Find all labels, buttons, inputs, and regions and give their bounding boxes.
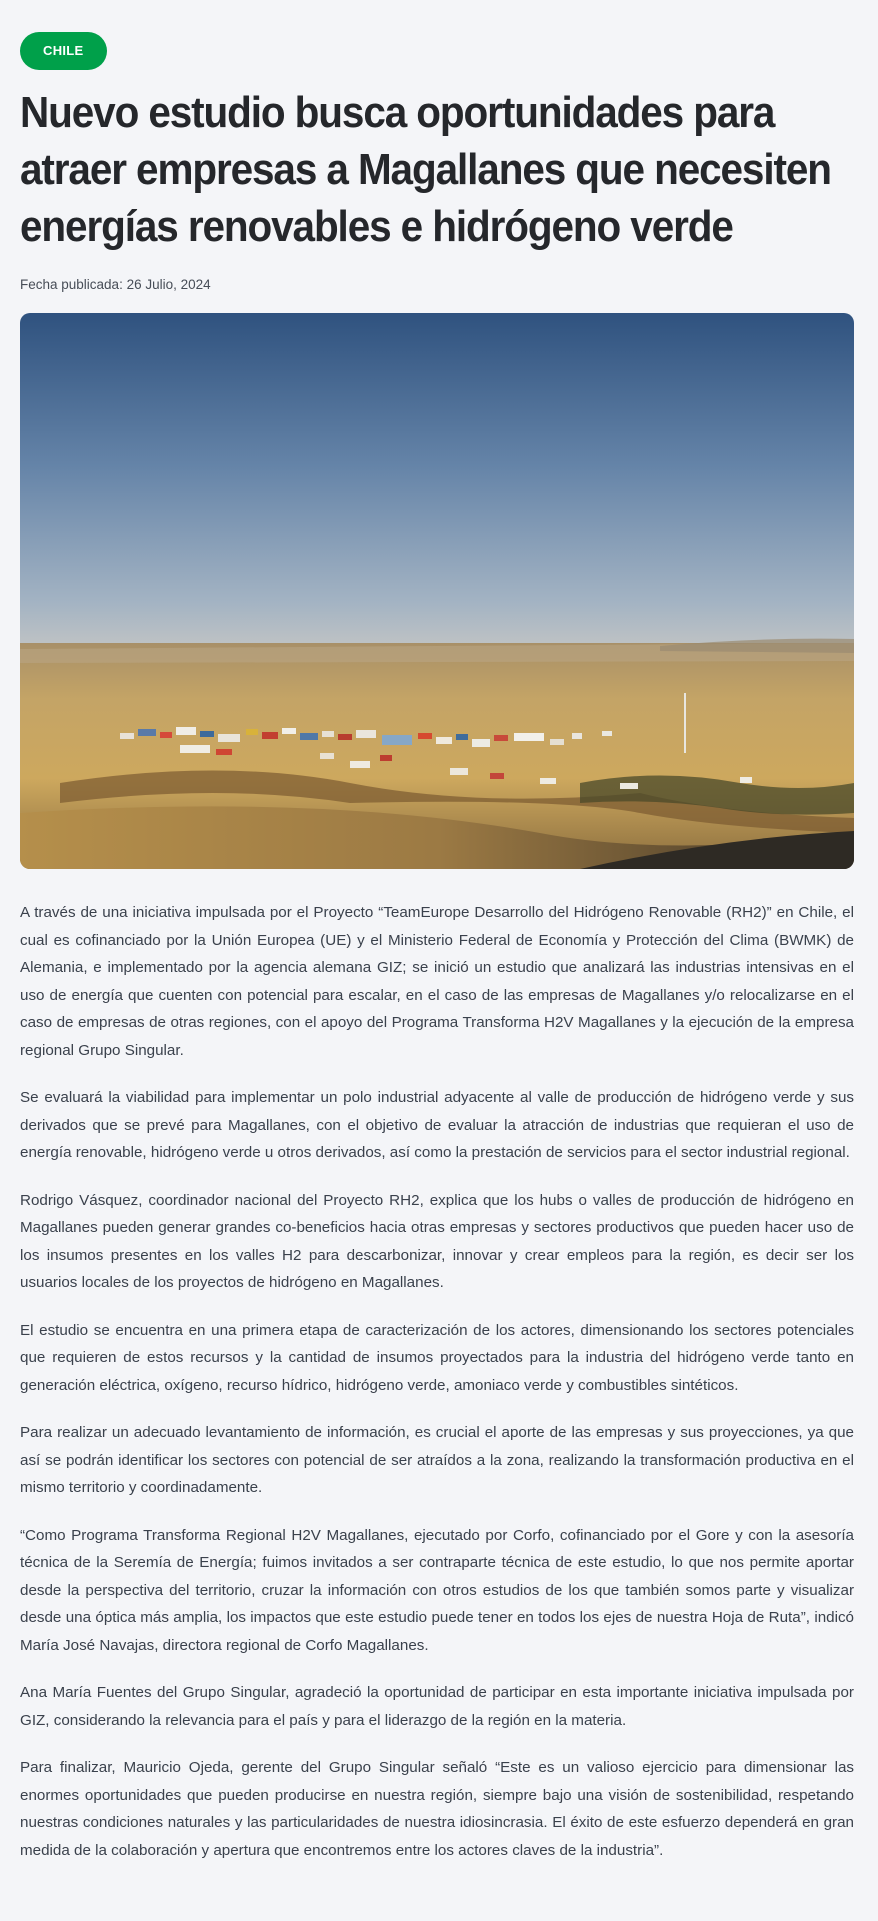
landscape-photo [20, 313, 854, 869]
publish-date: Fecha publicada: 26 Julio, 2024 [20, 277, 211, 292]
article-paragraph: Se evaluará la viabilidad para implementar un polo industrial adyacente al valle de producción de hidrógeno verde y sus derivados que se prevé para Magallanes, con el objetivo de evaluar la atracción de industrias que requieran el uso de energía renovable, hidrógeno verde u otros derivados, así como la prestación de servicios para el sector industrial regional. [20, 1089, 854, 1161]
article-paragraph: Para realizar un adecuado levantamiento de información, es crucial el aporte de las empresas y sus proyecciones, ya que así se podrán identificar los sectores con potencial de ser atraídos a la zona, realizando la transformación productiva en el mismo territorio y coordinadamente. [20, 1424, 854, 1496]
article-paragraph: Ana María Fuentes del Grupo Singular, agradeció la oportunidad de participar en esta importante iniciativa impulsada por GIZ, considerando la relevancia para el país y para el liderazgo de la región en la materia. [20, 1684, 854, 1729]
article-paragraph: Para finalizar, Mauricio Ojeda, gerente del Grupo Singular señaló “Este es un valioso ejercicio para dimensionar las enormes oportunidades que pueden producirse en nuestra región, siempre bajo una visión de sostenibilidad, respetando nuestras condiciones naturales y las particularidades de nuestra idiosincrasia. El éxito de este esfuerzo dependerá en gran medida de la colaboración y apertura que encontremos entre los actores claves de la industria”. [20, 1759, 854, 1859]
article-paragraph: A través de una iniciativa impulsada por el Proyecto “TeamEurope Desarrollo del Hidrógeno Renovable (RH2)” en Chile, el cual es cofinanciado por la Unión Europea (UE) y el Ministerio Federal de Economía y Protección del Clima (BWMK) de Alemania, e implementado por la agencia alemana GIZ; se inició un estudio que analizará las industrias intensivas en el uso de energía que cuenten con potencial para escalar, en el caso de las empresas de Magallanes y/o relocalizarse en el caso de empresas de otras regiones, con el apoyo del Programa Transforma H2V Magallanes y la ejecución de la empresa regional Grupo Singular. [20, 904, 854, 1059]
article-body [20, 899, 854, 1864]
article-paragraph: El estudio se encuentra en una primera etapa de caracterización de los actores, dimensionando los sectores potenciales que requieren de estos recursos y la cantidad de insumos proyectados para la industria del hidrógeno verde tanto en generación eléctrica, oxígeno, recurso hídrico, hidrógeno verde, amoniaco verde y combustibles sintéticos. [20, 1321, 854, 1394]
hero-image [20, 313, 854, 869]
article-paragraph: “Como Programa Transforma Regional H2V Magallanes, ejecutado por Corfo, cofinanciado por el Gore y con la asesoría técnica de la Seremía de Energía; fuimos invitados a ser contraparte técnica de este estudio, lo que nos permite aportar desde la perspectiva del territorio, cruzar la información con otros estudios de los que también somos parte y visualizar desde una óptica más amplia, los impactos que este estudio puede tener en todos los ejes de nuestra Hoja de Ruta”, indicó María José Navajas, directora regional de Corfo Magallanes. [20, 1526, 854, 1654]
page-title: Nuevo estudio busca oportunidades para atraer empresas a Magallanes que necesiten energías renovables e hidrógeno verde [20, 88, 831, 251]
category-badge[interactable]: CHILE [20, 32, 107, 70]
article-paragraph: Rodrigo Vásquez, coordinador nacional del Proyecto RH2, explica que los hubs o valles de producción de hidrógeno en Magallanes pueden generar grandes co-beneficios hacia otras empresas y sectores productivos que pueden hacer uso de los insumos presentes en los valles H2 para descarbonizar, innovar y crear empleos para la región, es decir ser los usuarios locales de los proyectos de hidrógeno en Magallanes. [20, 1191, 854, 1291]
